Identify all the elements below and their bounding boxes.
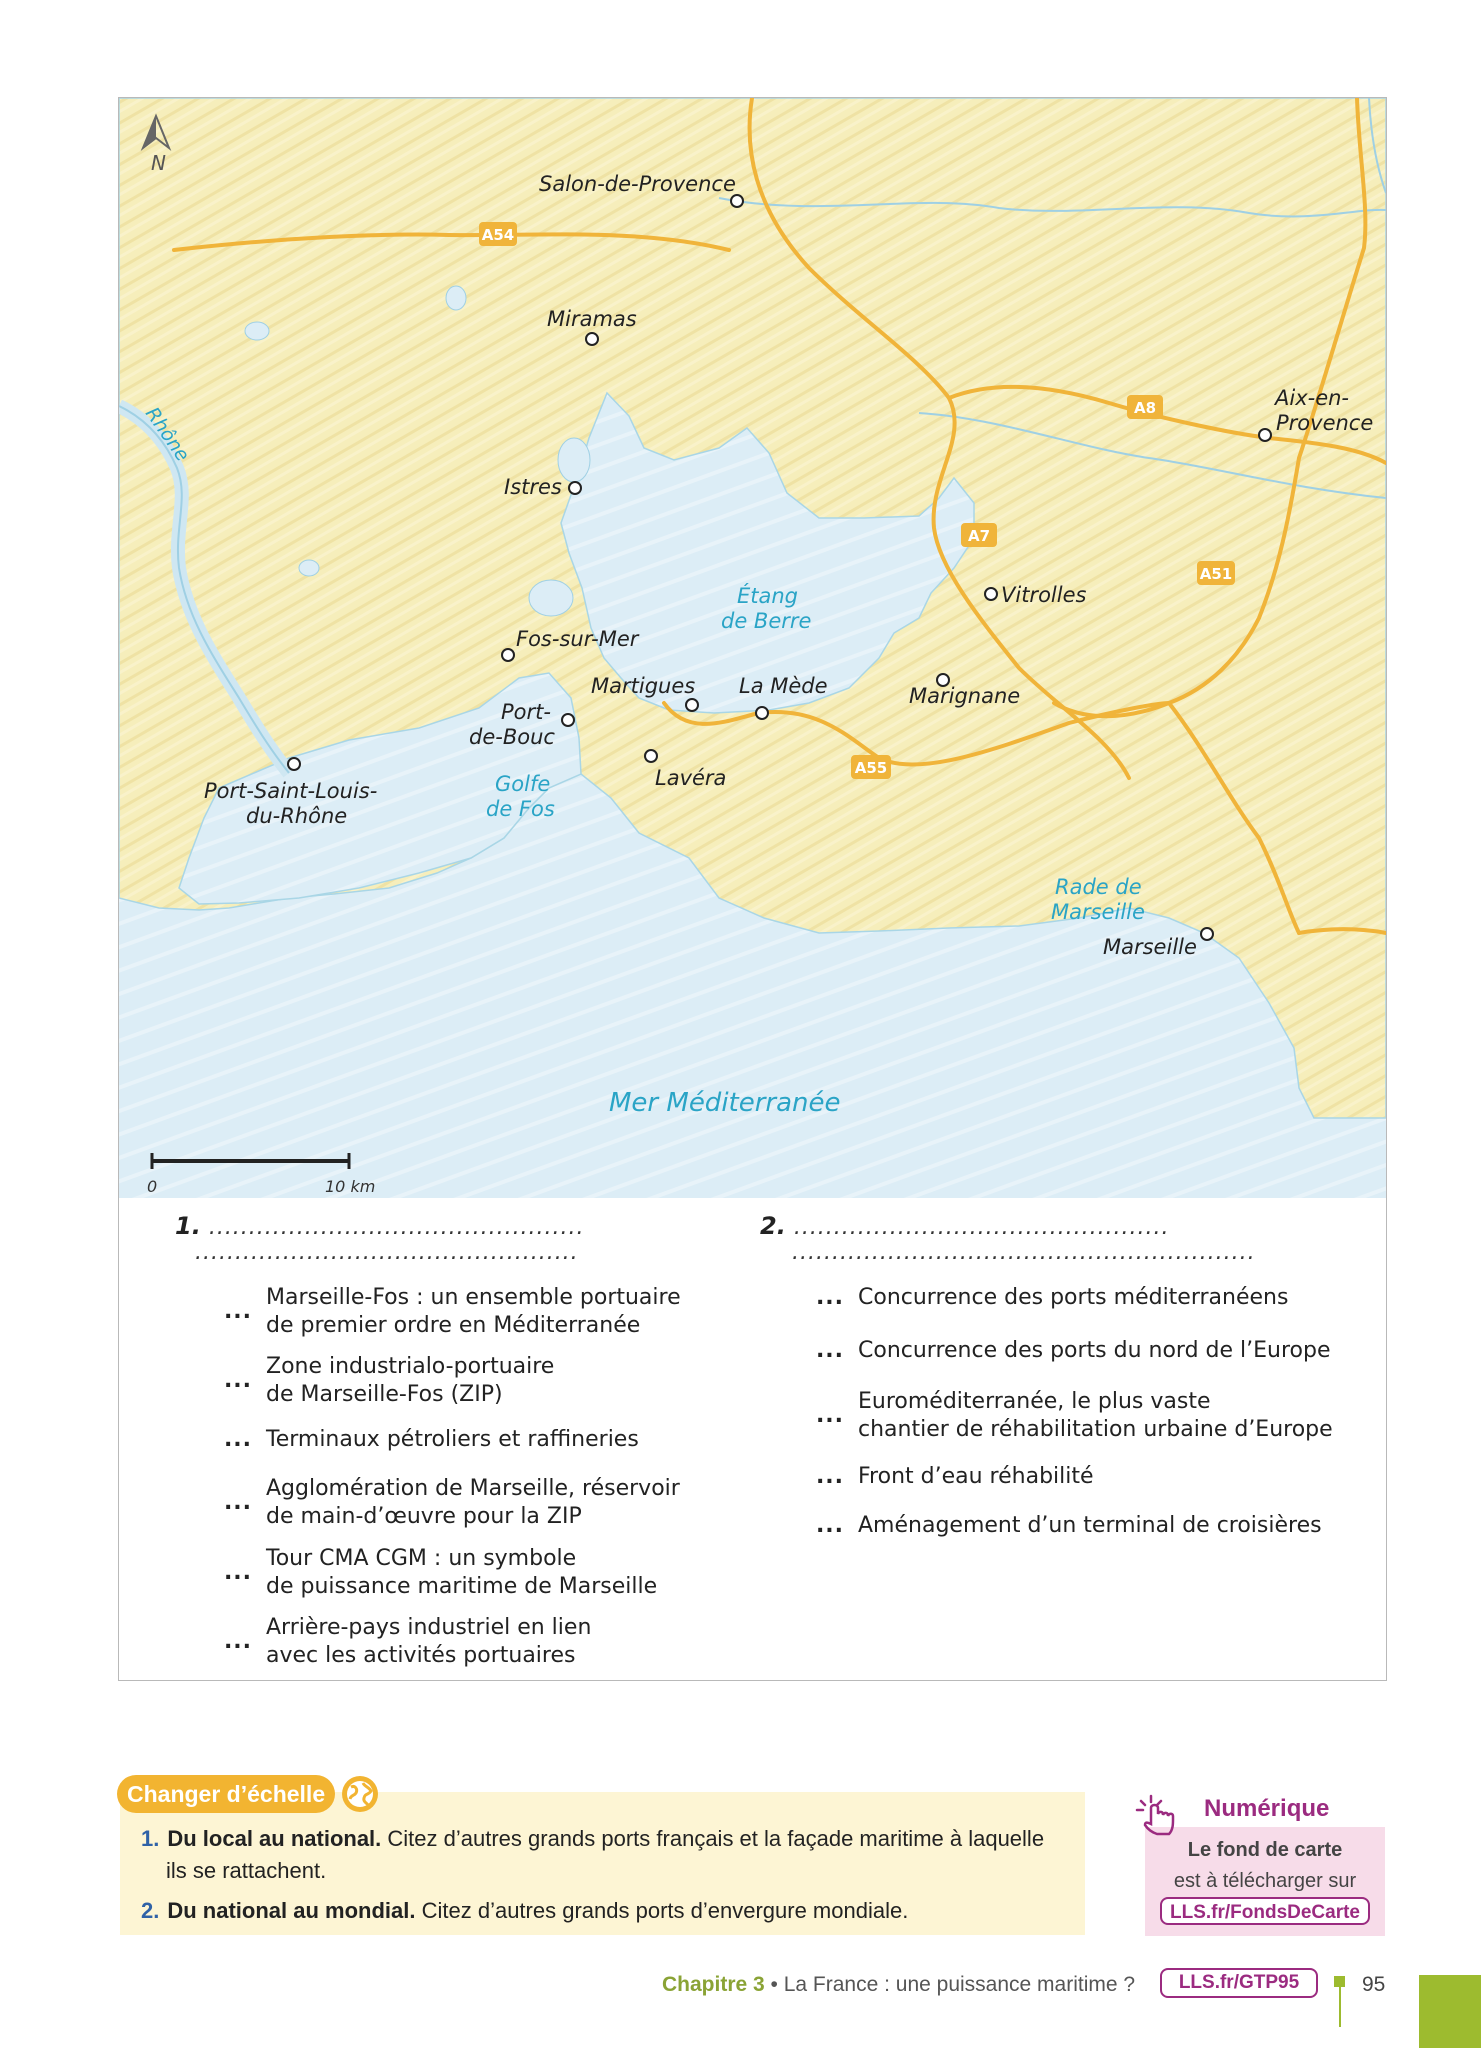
legend-2-item-2-marker[interactable]: ... <box>815 1338 845 1363</box>
legend-2-item-2 <box>802 1337 1331 1365</box>
question-2-text: Citez d’autres grands ports d’envergure mondiale. <box>415 1898 909 1923</box>
legend-2-item-2-text: Concurrence des ports du nord de l’Europe <box>858 1338 1331 1363</box>
corner-tab <box>1419 1975 1481 2048</box>
road-shield-a54: A54 <box>481 226 515 244</box>
label-golfe-2: de Fos <box>486 797 555 821</box>
legend-2-dots1[interactable]: ............................................... <box>793 1215 1170 1240</box>
page-number: 95 <box>1362 1973 1386 1996</box>
legend-2-item-1 <box>802 1284 1288 1312</box>
legend-1-number: 1. <box>175 1212 201 1240</box>
legend-2-item-4-marker[interactable]: ... <box>815 1464 845 1489</box>
label-vitrolles: Vitrolles <box>1001 583 1087 607</box>
globe-icon <box>341 1775 379 1813</box>
legend-2-item-3 <box>802 1388 1333 1444</box>
legend-1-item-1 <box>210 1284 681 1340</box>
question-2-bold: Du national au mondial. <box>167 1898 416 1923</box>
road-shield-a7: A7 <box>967 527 991 545</box>
legend-col-1 <box>175 1212 585 1265</box>
label-aix-2: Provence <box>1276 411 1374 435</box>
scale-ten: 10 km <box>325 1177 376 1196</box>
question-2-number: 2. <box>141 1898 160 1923</box>
label-miramas: Miramas <box>547 307 637 331</box>
legend-2-item-4-text: Front d’eau réhabilité <box>858 1464 1094 1489</box>
label-rhone: Rhône <box>140 403 194 466</box>
legend-2-item-3-text: Euroméditerranée, le plus vaste chantier de réhabilitation urbaine d’Europe <box>858 1389 1333 1442</box>
footer-square <box>1334 1976 1345 1987</box>
legend-1-item-2-text: Zone industrialo-portuaire de Marseille-Fos (ZIP) <box>266 1354 555 1407</box>
legend-1-item-2 <box>210 1353 554 1409</box>
label-psl-2: du-Rhône <box>246 804 348 828</box>
label-istres: Istres <box>504 475 562 499</box>
numerique-line2: est à télécharger sur <box>1173 1870 1357 1892</box>
legend-1-item-4-text: Agglomération de Marseille, réservoir de main-d’œuvre pour la ZIP <box>266 1476 680 1529</box>
road-shield-a51: A51 <box>1199 565 1233 583</box>
label-rade-1: Rade de <box>1055 875 1142 899</box>
legend-1-item-1-marker[interactable]: ... <box>223 1299 253 1324</box>
label-rade-2: Marseille <box>1051 900 1145 924</box>
legend-1-item-3-marker[interactable]: ... <box>223 1427 253 1452</box>
legend-col-2 <box>760 1212 1256 1265</box>
label-martigues: Martigues <box>591 674 696 698</box>
legend-1-item-5 <box>210 1545 657 1601</box>
numerique-title: Numérique <box>1204 1795 1330 1822</box>
legend-1-item-3-text: Terminaux pétroliers et raffineries <box>266 1427 639 1452</box>
scale-zero: 0 <box>147 1177 158 1196</box>
map-svg <box>119 98 1386 1201</box>
legend-1-dots1[interactable]: ............................................... <box>208 1215 585 1240</box>
question-1-cont: ils se rattachent. <box>166 1858 327 1883</box>
legend-2-number: 2. <box>760 1212 786 1240</box>
footer-chapter-label: Chapitre 3 <box>662 1973 765 1996</box>
question-1 <box>141 1822 1044 1856</box>
label-etang-1: Étang <box>737 584 799 608</box>
legend-2-item-1-text: Concurrence des ports méditerranéens <box>858 1285 1289 1310</box>
footer-divider <box>1339 1987 1341 2027</box>
question-1-bold: Du local au national. <box>167 1826 382 1851</box>
legend-1-item-6-text: Arrière-pays industriel en lien avec les activités portuaires <box>266 1615 592 1668</box>
question-2 <box>141 1894 908 1928</box>
changer-echelle-title: Changer d’échelle <box>117 1775 335 1813</box>
label-salon: Salon-de-Provence <box>539 172 736 196</box>
legend-1-item-2-marker[interactable]: ... <box>223 1368 253 1393</box>
label-psl-1: Port-Saint-Louis- <box>204 779 378 803</box>
legend-1-item-6 <box>210 1614 591 1670</box>
numerique-line1: Le fond de carte <box>1187 1839 1343 1861</box>
legend-2-item-5-marker[interactable]: ... <box>815 1513 845 1538</box>
legend-1-item-5-text: Tour CMA CGM : un symbole de puissance maritime de Marseille <box>266 1546 658 1599</box>
label-portdebouc-2: de-Bouc <box>469 725 555 749</box>
road-shield-a55: A55 <box>854 759 888 777</box>
label-marseille: Marseille <box>1103 935 1197 959</box>
label-etang-2: de Berre <box>721 609 812 633</box>
legend-1-item-5-marker[interactable]: ... <box>223 1560 253 1585</box>
legend-2-item-5-text: Aménagement d’un terminal de croisières <box>858 1513 1322 1538</box>
north-label: N <box>151 151 166 175</box>
footer-chapter <box>662 1968 1135 2002</box>
legend-1-item-4-marker[interactable]: ... <box>223 1490 253 1515</box>
legend-2-item-3-marker[interactable]: ... <box>815 1403 845 1428</box>
legend-2-item-4 <box>802 1463 1094 1491</box>
legend-1-item-4 <box>210 1475 680 1531</box>
question-1-number: 1. <box>141 1826 160 1851</box>
footer-title: La France : une puissance maritime ? <box>783 1973 1136 1996</box>
road-shield-a8: A8 <box>1133 399 1157 417</box>
label-mer: Mer Méditerranée <box>609 1088 841 1118</box>
legend-2-dots2[interactable]: .......................................................... <box>792 1240 1256 1265</box>
footer-link[interactable]: LLS.fr/GTP95 <box>1160 1968 1318 1998</box>
label-marignane: Marignane <box>909 684 1021 708</box>
legend-1-item-6-marker[interactable]: ... <box>223 1629 253 1654</box>
label-fos: Fos-sur-Mer <box>516 627 639 651</box>
map-frame <box>118 97 1387 1202</box>
label-lamede: La Mède <box>739 674 828 698</box>
hand-click-icon <box>1133 1792 1185 1836</box>
label-lavera: Lavéra <box>655 766 727 790</box>
label-aix-1: Aix-en- <box>1275 386 1350 410</box>
label-golfe-1: Golfe <box>495 772 551 796</box>
numerique-link[interactable]: LLS.fr/FondsDeCarte <box>1160 1897 1370 1925</box>
footer-sep: • <box>764 1973 784 1996</box>
legend-2-item-1-marker[interactable]: ... <box>815 1285 845 1310</box>
legend-2-item-5 <box>802 1512 1322 1540</box>
legend-1-dots2[interactable]: ................................................ <box>195 1240 579 1265</box>
label-portdebouc-1: Port- <box>501 700 551 724</box>
question-1-text: Citez d’autres grands ports français et la façade maritime à laquelle <box>381 1826 1045 1851</box>
legend-1-item-1-text: Marseille-Fos : un ensemble portuaire de premier ordre en Méditerranée <box>266 1285 681 1338</box>
legend-1-item-3 <box>210 1426 639 1454</box>
